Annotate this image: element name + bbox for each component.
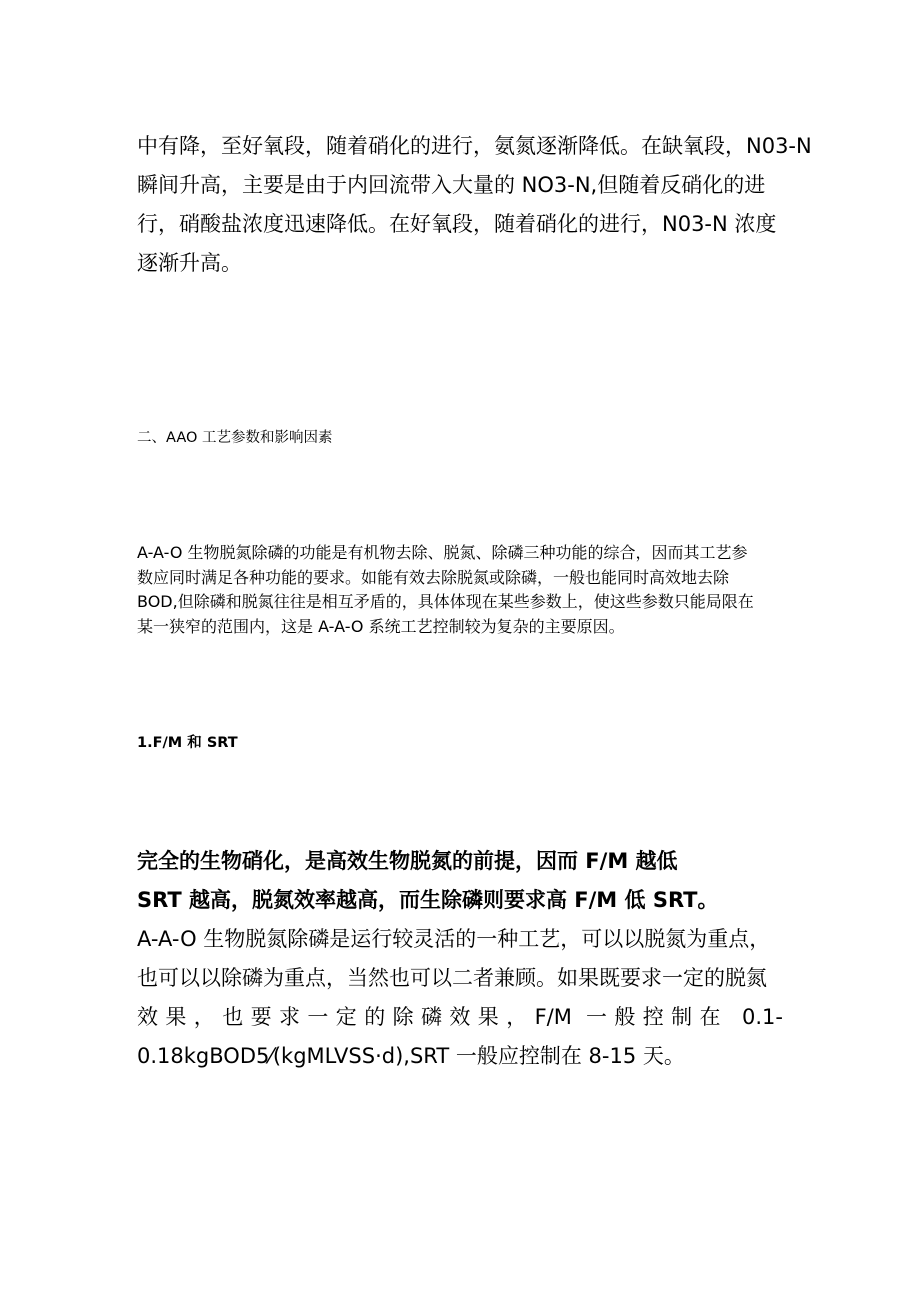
paragraph-fm-srt [137, 842, 783, 1076]
text-line: 某一狭窄的范围内，这是 A-A-O 系统工艺控制较为复杂的主要原因。 [137, 616, 625, 636]
text-line: 效果，也要求一定的除磷效果，F/M 一般控制在 0.1- [137, 1005, 783, 1029]
paragraph-nitrogen-trend [137, 127, 812, 283]
text-line: 行，硝酸盐浓度迅速降低。在好氧段，随着硝化的进行，N03-N 浓度 [137, 212, 777, 236]
text-line: A-A-O 生物脱氮除磷的功能是有机物去除、脱氮、除磷三种功能的综合，因而其工艺参 [137, 543, 748, 562]
bold-text-line: SRT 越高，脱氮效率越高，而生除磷则要求高 F/M 低 SRT。 [137, 888, 719, 912]
text-line: BOD,但除磷和脱氮往往是相互矛盾的，具体体现在某些参数上，使这些参数只能局限在 [137, 592, 754, 611]
section-heading: 二、AAO 工艺参数和影响因素 [137, 430, 333, 446]
subsection-heading: 1.F/M 和 SRT [137, 735, 238, 751]
text-line: 0.18kgBOD5⁄(kgMLVSS·d),SRT 一般应控制在 8-15 天。 [137, 1044, 685, 1068]
text-line: 也可以以除磷为重点，当然也可以二者兼顾。如果既要求一定的脱氮 [137, 966, 767, 990]
text-line: 逐渐升高。 [137, 251, 242, 275]
bold-text-line: 完全的生物硝化，是高效生物脱氮的前提，因而 F/M 越低 [137, 849, 678, 873]
text-line: A-A-O 生物脱氮除磷是运行较灵活的一种工艺，可以以脱氮为重点， [137, 927, 771, 951]
paragraph-aao-parameters [137, 541, 783, 639]
text-line: 中有降，至好氧段，随着硝化的进行，氨氮逐渐降低。在缺氧段，N03-N [137, 134, 812, 158]
text-line: 数应同时满足各种功能的要求。如能有效去除脱氮或除磷，一般也能同时高效地去除 [137, 567, 730, 587]
text-line: 瞬间升高，主要是由于内回流带入大量的 NO3-N,但随着反硝化的进 [137, 173, 766, 197]
